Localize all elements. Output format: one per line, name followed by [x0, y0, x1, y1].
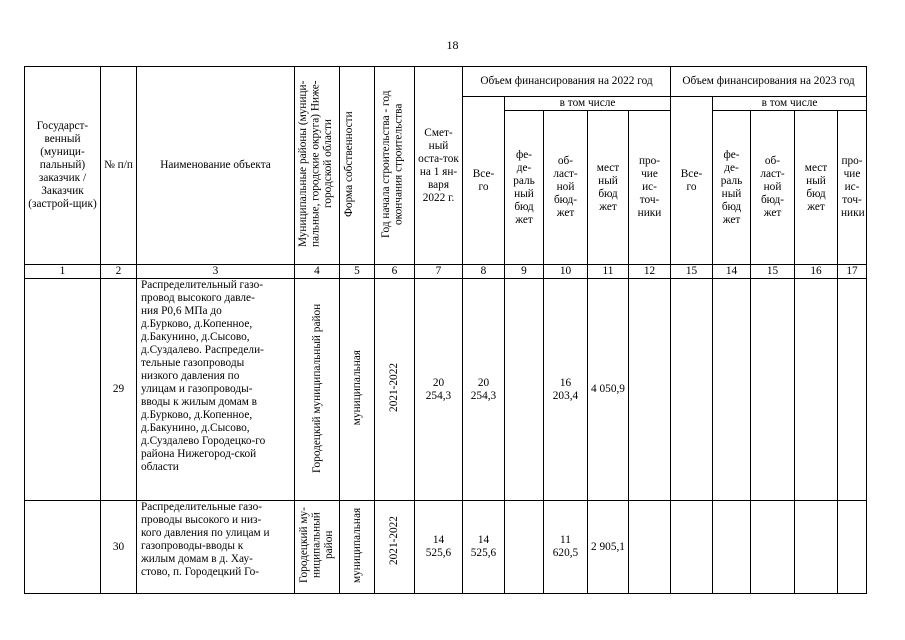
- row-regional-2023: [751, 279, 795, 501]
- col-num-9: 9: [505, 265, 544, 279]
- row-total-2022-text: 20 254,3: [470, 376, 497, 402]
- row-total-2023: [671, 279, 713, 501]
- funding-table: [24, 66, 867, 594]
- header-other-2023-text: про-чие ис-точ-ники: [841, 155, 865, 219]
- row-regional-2022-text: 11 620,5: [552, 534, 579, 559]
- row-local-2023: [795, 501, 838, 594]
- header-ownership-text: Форма собственности: [343, 110, 355, 217]
- row-other-2022: [629, 279, 671, 501]
- col-num-7: 7: [415, 265, 463, 279]
- header-funding-2023: Объем финансирования на 2023 год: [671, 67, 867, 97]
- col-num-16: 16: [795, 265, 838, 279]
- row-local-2022-text: 4 050,9: [591, 383, 625, 395]
- col-num-14: 14: [713, 265, 751, 279]
- row-district-text: Городецкий муниципальный район: [310, 302, 323, 473]
- header-incl-2022: в том числе: [505, 97, 671, 111]
- col-num-11: 11: [588, 265, 629, 279]
- header-ownership: [340, 67, 375, 265]
- row-estimate-text: 20 254,3: [425, 376, 452, 402]
- header-total-2023-text: Все-го: [680, 167, 703, 193]
- table-row: [25, 501, 867, 594]
- column-number-row: [25, 265, 867, 279]
- header-customer: Государст-венный (муници-пальный) заказчик / Заказчик (застрой-щик): [25, 67, 101, 265]
- row-object-name-text: Распределительные газо-проводы высокого и низ-кого давления по улицам и газопроводы-вводы к жилым домам в д. Хау-стово, п. Городецкий Го-: [141, 501, 270, 578]
- row-total-2022: [463, 501, 505, 594]
- col-num-3: 3: [137, 265, 295, 279]
- header-years-text: Год начала строительства - год окончания строительства: [379, 89, 404, 238]
- header-federal-2023: [713, 111, 751, 265]
- row-object-name: [137, 501, 295, 594]
- header-regional-2022-text: об-ласт-ной бюд-жет: [553, 155, 578, 219]
- row-ownership: [340, 501, 375, 594]
- row-object-name-text: Распределительный газо-провод высокого давле-ния Р0,6 МПа до д.Бурково, д.Копенное, д.Бакунино, д.Сысово, д.Суздалево. Распредели-тельные газопроводы низкого давления по улицам и газопроводы-вводы к жилым домам в д.Бурково, д.Копенное, д.Бакунино, д.Сысово, д.Суздалево Городецко-го района Нижегород-ской области: [141, 279, 266, 473]
- row-federal-2022: [505, 279, 544, 501]
- row-estimate: [415, 279, 463, 501]
- header-regional-2023: [751, 111, 795, 265]
- col-num-8: 8: [463, 265, 505, 279]
- col-num-1: 1: [25, 265, 101, 279]
- header-object-name: Наименование объекта: [137, 67, 295, 265]
- col-num-2: 2: [101, 265, 137, 279]
- row-regional-2023: [751, 501, 795, 594]
- header-federal-2022: [505, 111, 544, 265]
- col-num-10: 10: [544, 265, 588, 279]
- header-estimate: [415, 67, 463, 265]
- header-district: [295, 67, 340, 265]
- col-num-15: 15: [751, 265, 795, 279]
- row-federal-2023: [713, 501, 751, 594]
- header-total-2022-text: Все-го: [472, 167, 495, 193]
- row-years-text: 2021-2022: [388, 363, 401, 412]
- row-years: [375, 279, 415, 501]
- header-total-2022: [463, 97, 505, 265]
- row-num: 30: [101, 501, 137, 594]
- header-years: [375, 67, 415, 265]
- header-regional-2022: [544, 111, 588, 265]
- row-estimate: [415, 501, 463, 594]
- col-num-13: 15: [671, 265, 713, 279]
- header-total-2023: [671, 97, 713, 265]
- row-district: [295, 279, 340, 501]
- row-local-2022: [588, 279, 629, 501]
- row-years-text: 2021-2022: [388, 516, 401, 566]
- col-num-4: 4: [295, 265, 340, 279]
- header-regional-2023-text: об-ласт-ной бюд-жет: [760, 155, 785, 219]
- col-num-5: 5: [340, 265, 375, 279]
- row-local-2022: [588, 501, 629, 594]
- row-other-2023: [838, 501, 867, 594]
- header-local-2022-text: мест ный бюд жет: [596, 161, 620, 213]
- row-total-2022-text: 14 525,6: [470, 534, 497, 559]
- col-num-6: 6: [375, 265, 415, 279]
- header-estimate-text: Смет-ный оста-ток на 1 ян-варя 2022 г.: [418, 126, 459, 204]
- header-other-2022: [629, 111, 671, 265]
- row-total-2023: [671, 501, 713, 594]
- page-number: 18: [446, 38, 459, 52]
- row-object-name: [137, 279, 295, 501]
- row-other-2023: [838, 279, 867, 501]
- row-federal-2022: [505, 501, 544, 594]
- row-total-2022: [463, 279, 505, 501]
- row-other-2022: [629, 501, 671, 594]
- row-district-text: Городецкий му-ниципальный район: [298, 507, 335, 583]
- header-funding-2022: Объем финансирования на 2022 год: [463, 67, 671, 97]
- row-num: 29: [101, 279, 137, 501]
- row-regional-2022: [544, 501, 588, 594]
- header-other-2022-text: про-чие ис-точ-ники: [637, 155, 662, 219]
- header-incl-2023: в том числе: [713, 97, 867, 111]
- row-customer: [25, 279, 101, 501]
- row-federal-2023: [713, 279, 751, 501]
- row-local-2022-text: 2 905,1: [591, 540, 625, 553]
- row-ownership-text: муниципальная: [350, 349, 363, 426]
- header-other-2023: [838, 111, 867, 265]
- header-federal-2022-text: фе-де-раль ный бюд жет: [513, 148, 535, 226]
- row-customer: [25, 501, 101, 594]
- header-district-text: Муниципальные районы (муници-пальные, городские округа) Ниже-городской области: [297, 80, 334, 247]
- row-ownership: [340, 279, 375, 501]
- table-row: [25, 279, 867, 501]
- col-num-12: 12: [629, 265, 671, 279]
- header-local-2022: [588, 111, 629, 265]
- row-regional-2022: [544, 279, 588, 501]
- header-local-2023-text: мест ный бюд жет: [804, 161, 828, 213]
- row-regional-2022-text: 16 203,4: [552, 376, 579, 402]
- header-federal-2023-text: фе-де-раль ный бюд жет: [720, 148, 743, 226]
- row-district: [295, 501, 340, 594]
- row-years: [375, 501, 415, 594]
- row-estimate-text: 14 525,6: [425, 534, 452, 559]
- header-local-2023: [795, 111, 838, 265]
- row-local-2023: [795, 279, 838, 501]
- col-num-17: 17: [838, 265, 867, 279]
- header-num: № п/п: [101, 67, 137, 265]
- row-ownership-text: муниципальная: [350, 507, 363, 583]
